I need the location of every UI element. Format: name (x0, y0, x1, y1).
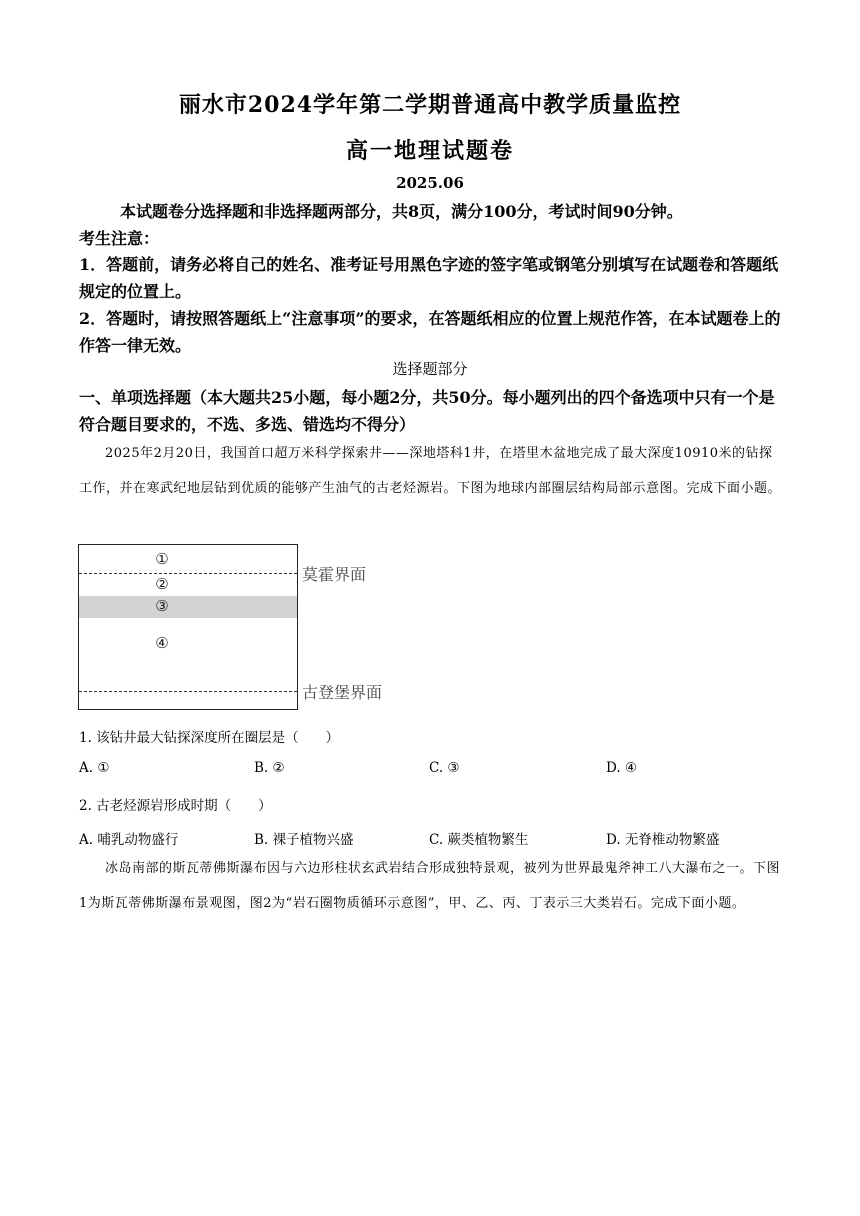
q1-option-b: B. ② (254, 760, 285, 776)
q1-option-d: D. ④ (606, 760, 638, 776)
q1-option-a: A. ① (79, 760, 110, 776)
q2-option-c: C. 蕨类植物繁生 (429, 832, 529, 848)
earth-layers-diagram (78, 544, 298, 710)
q1-option-c: C. ③ (429, 760, 460, 776)
exam-subtitle: 高一地理试题卷 (345, 138, 514, 164)
layer-label-3: ③ (155, 597, 169, 615)
notice-item-2: 2．答题时，请按照答题纸上“注意事项”的要求，在答题纸相应的位置上规范作答，在本试题卷上的作答一律无效。 (79, 309, 781, 355)
layer-label-2: ② (155, 575, 169, 593)
gutenberg-boundary-line (79, 691, 297, 692)
layer-label-4: ④ (155, 634, 169, 652)
passage-1: 2025年2月20日，我国首口超万米科学探索井——深地塔科1井，在塔里木盆地完成了最大深度10910米的钻探工作，并在寒武纪地层钻到优质的能够产生油气的古老烃源岩。下图为地球内部圈层结构局部示意图。完成下面小题。 (79, 446, 782, 496)
gutenberg-label: 古登堡界面 (302, 683, 383, 702)
layer-label-1: ① (155, 550, 169, 568)
moho-boundary-line (79, 573, 297, 574)
exam-title: 丽水市2024学年第二学期普通高中教学质量监控 (178, 92, 682, 118)
exam-date: 2025.06 (396, 174, 464, 192)
question-1-stem: 1. 该钻井最大钻探深度所在圈层是（ ） (79, 730, 340, 746)
q2-option-b: B. 裸子植物兴盛 (254, 832, 354, 848)
question-2-stem: 2. 古老烃源岩形成时期（ ） (79, 798, 272, 814)
moho-label: 莫霍界面 (302, 565, 367, 584)
notice-heading: 考生注意： (79, 229, 160, 248)
passage-2: 冰岛南部的斯瓦蒂佛斯瀑布因与六边形柱状玄武岩结合形成独特景观，被列为世界最鬼斧神工八大瀑布之一。下图1为斯瓦蒂佛斯瀑布景观图，图2为“岩石圈物质循环示意图”，甲、乙、丙、丁表示三大类岩石。完成下面小题。 (79, 861, 781, 911)
part1-heading: 一、单项选择题（本大题共25小题，每小题2分，共50分。每小题列出的四个备选项中只有一个是符合题目要求的，不选、多选、错选均不得分） (79, 388, 775, 434)
q2-option-a: A. 哺乳动物盛行 (79, 832, 179, 848)
notice-item-1: 1．答题前，请务必将自己的姓名、准考证号用黑色字迹的签字笔或钢笔分别填写在试题卷和答题纸规定的位置上。 (79, 255, 779, 301)
q2-option-d: D. 无脊椎动物繁盛 (606, 832, 720, 848)
section-title: 选择题部分 (392, 360, 468, 378)
exam-intro: 本试题卷分选择题和非选择题两部分，共8页，满分100分，考试时间90分钟。 (120, 202, 683, 221)
